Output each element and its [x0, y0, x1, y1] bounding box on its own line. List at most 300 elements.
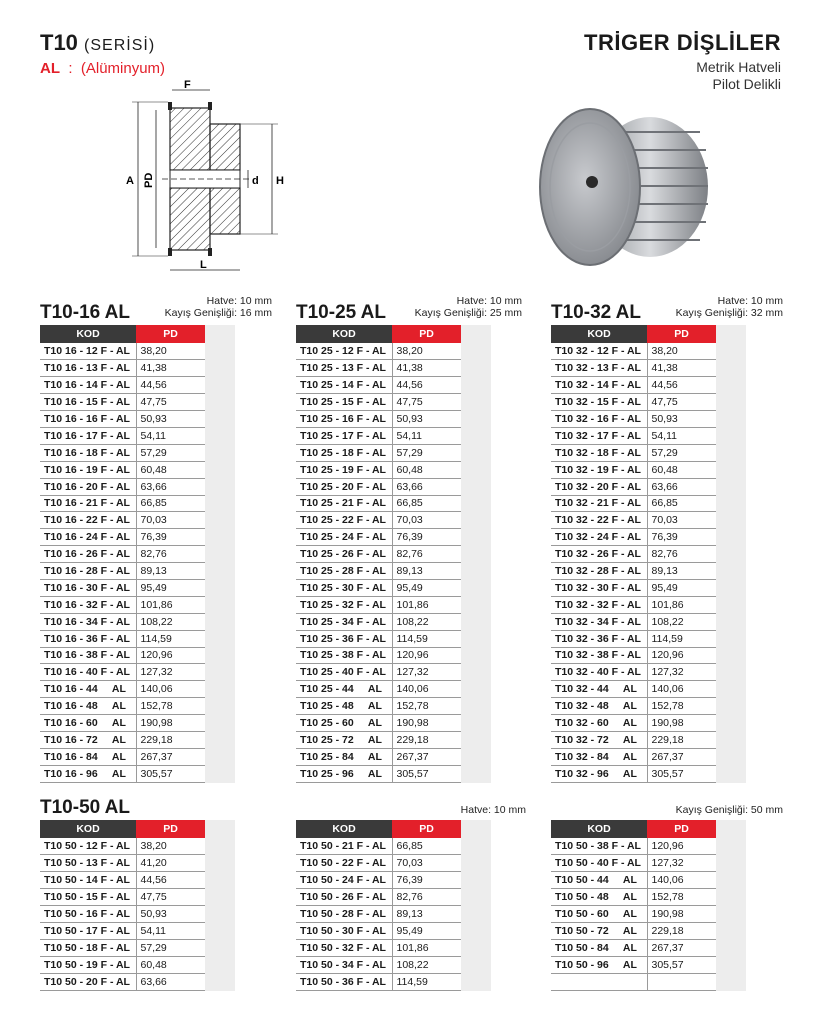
table-row — [40, 923, 205, 940]
cell-pd: 60,48 — [647, 461, 716, 478]
table-t10-50-col1 — [40, 820, 235, 991]
cell-pd: 108,22 — [392, 957, 461, 974]
cell-pd: 190,98 — [136, 715, 205, 732]
cell-pd: 50,93 — [136, 411, 205, 428]
table-row — [551, 478, 716, 495]
table-row — [40, 838, 205, 855]
table-row — [296, 698, 461, 715]
table-t10-32 — [551, 325, 746, 783]
table-row — [40, 512, 205, 529]
cell-pd: 95,49 — [392, 579, 461, 596]
table-row — [551, 563, 716, 580]
cell-pd: 120,96 — [136, 647, 205, 664]
table-row — [551, 546, 716, 563]
table-row — [551, 664, 716, 681]
cell-pd: 140,06 — [647, 681, 716, 698]
cell-pd: 44,56 — [392, 377, 461, 394]
pulley-table — [296, 820, 461, 991]
table-row — [40, 411, 205, 428]
cell-pd: 140,06 — [136, 681, 205, 698]
cell-kod: T10 16 - 19 F - AL — [40, 461, 136, 478]
table-row — [551, 529, 716, 546]
cell-pd: 127,32 — [392, 664, 461, 681]
cell-kod: T10 32 - 40 F - AL — [551, 664, 647, 681]
cell-pd: 95,49 — [392, 923, 461, 940]
material-line — [40, 60, 165, 77]
cell-pd: 82,76 — [392, 889, 461, 906]
cell-pd: 47,75 — [136, 394, 205, 411]
table-row — [40, 872, 205, 889]
cell-pd: 108,22 — [392, 613, 461, 630]
table-row — [296, 647, 461, 664]
table-row — [40, 681, 205, 698]
cell-kod: T10 16 - 14 F - AL — [40, 377, 136, 394]
column-header-kod: KOD — [40, 820, 136, 838]
cell-kod: T10 50 - 36 F - AL — [296, 974, 392, 991]
cell-pd: 152,78 — [136, 698, 205, 715]
spec-belt-width: Kayış Genişliği: 16 mm — [164, 307, 272, 319]
table-row — [551, 343, 716, 360]
cell-pd: 152,78 — [647, 889, 716, 906]
table-row — [551, 444, 716, 461]
cell-pd: 57,29 — [647, 444, 716, 461]
cell-pd: 41,38 — [136, 360, 205, 377]
table-row — [296, 360, 461, 377]
cell-kod: T10 16 - 48 AL — [40, 698, 136, 715]
column-header-kod: KOD — [296, 820, 392, 838]
pulley-table — [551, 325, 716, 783]
column-header-pd: PD — [647, 325, 716, 343]
cell-kod: T10 25 - 14 F - AL — [296, 377, 392, 394]
cell-pd: 152,78 — [647, 698, 716, 715]
cell-pd: 60,48 — [136, 461, 205, 478]
cell-pd: 108,22 — [136, 613, 205, 630]
cell-pd: 82,76 — [647, 546, 716, 563]
column-header-pd: PD — [392, 820, 461, 838]
spec-pitch: Hatve: 10 mm — [206, 295, 272, 307]
cell-pd: 63,66 — [392, 478, 461, 495]
dim-label-l: L — [200, 259, 207, 271]
table-row — [40, 748, 205, 765]
table-row — [40, 715, 205, 732]
dim-label-d: d — [252, 175, 259, 187]
cell-pd: 267,37 — [647, 940, 716, 957]
title-t10-16 — [40, 302, 130, 324]
cell-pd: 47,75 — [392, 394, 461, 411]
table-row — [296, 664, 461, 681]
cell-kod: T10 16 - 17 F - AL — [40, 427, 136, 444]
cell-kod: T10 50 - 28 F - AL — [296, 906, 392, 923]
cell-pd: 76,39 — [392, 872, 461, 889]
cell-kod: T10 25 - 48 AL — [296, 698, 392, 715]
cell-pd: 190,98 — [647, 715, 716, 732]
table-row — [40, 478, 205, 495]
column-header-pd: PD — [136, 820, 205, 838]
series-code: T10 — [40, 30, 78, 55]
dim-label-a: A — [126, 175, 134, 187]
table-row — [296, 546, 461, 563]
cell-pd: 229,18 — [647, 731, 716, 748]
table-row — [296, 596, 461, 613]
table-row — [40, 427, 205, 444]
table-row — [40, 377, 205, 394]
cell-pd: 101,86 — [136, 596, 205, 613]
cell-kod: T10 25 - 15 F - AL — [296, 394, 392, 411]
cell-pd: 229,18 — [392, 731, 461, 748]
cell-kod: T10 32 - 22 F - AL — [551, 512, 647, 529]
cell-kod: T10 16 - 22 F - AL — [40, 512, 136, 529]
table-row — [296, 495, 461, 512]
cell-pd — [647, 974, 716, 991]
title-t10-50 — [40, 797, 130, 819]
cell-kod: T10 50 - 24 F - AL — [296, 872, 392, 889]
cell-pd: 229,18 — [647, 923, 716, 940]
cell-kod: T10 32 - 34 F - AL — [551, 613, 647, 630]
cell-pd: 89,13 — [136, 563, 205, 580]
table-row — [40, 889, 205, 906]
cell-kod: T10 50 - 12 F - AL — [40, 838, 136, 855]
table-row — [296, 838, 461, 855]
table-row — [296, 579, 461, 596]
column-header-pd: PD — [392, 325, 461, 343]
dim-label-h: H — [276, 175, 284, 187]
table-row — [551, 411, 716, 428]
cell-kod: T10 50 - 72 AL — [551, 923, 647, 940]
cell-kod: T10 32 - 30 F - AL — [551, 579, 647, 596]
cell-kod: T10 32 - 38 F - AL — [551, 647, 647, 664]
table-row — [551, 957, 716, 974]
cell-pd: 63,66 — [136, 974, 205, 991]
cell-kod: T10 50 - 40 F - AL — [551, 855, 647, 872]
spec-t10-16 — [140, 295, 272, 319]
table-t10-50-col2 — [296, 820, 491, 991]
table-row — [296, 529, 461, 546]
cell-kod: T10 25 - 72 AL — [296, 731, 392, 748]
table-row — [296, 512, 461, 529]
cell-pd: 63,66 — [647, 478, 716, 495]
cell-pd: 66,85 — [392, 838, 461, 855]
cell-pd: 120,96 — [392, 647, 461, 664]
table-shade-strip — [716, 820, 746, 991]
table-row — [296, 613, 461, 630]
cell-kod: T10 32 - 21 F - AL — [551, 495, 647, 512]
column-header-kod: KOD — [551, 325, 647, 343]
cell-pd: 114,59 — [136, 630, 205, 647]
cell-kod: T10 25 - 34 F - AL — [296, 613, 392, 630]
pulley-table — [551, 820, 716, 991]
cell-pd: 44,56 — [136, 872, 205, 889]
table-row — [551, 974, 716, 991]
series-suffix: (SERİSİ) — [84, 37, 156, 54]
cell-pd: 305,57 — [392, 765, 461, 782]
cell-kod: T10 25 - 38 F - AL — [296, 647, 392, 664]
spec-t10-50-pitch: Hatve: 10 mm — [460, 804, 526, 816]
cell-pd: 44,56 — [647, 377, 716, 394]
cell-pd: 54,11 — [392, 427, 461, 444]
cell-kod: T10 16 - 60 AL — [40, 715, 136, 732]
cell-kod: T10 32 - 84 AL — [551, 748, 647, 765]
cell-pd: 95,49 — [136, 579, 205, 596]
table-row — [40, 647, 205, 664]
table-row — [296, 872, 461, 889]
cell-pd: 305,57 — [136, 765, 205, 782]
table-row — [40, 664, 205, 681]
table-shade-strip — [716, 325, 746, 783]
cell-kod: T10 50 - 18 F - AL — [40, 940, 136, 957]
cell-kod: T10 25 - 21 F - AL — [296, 495, 392, 512]
cell-pd: 120,96 — [647, 838, 716, 855]
cell-kod: T10 32 - 96 AL — [551, 765, 647, 782]
cell-pd: 66,85 — [647, 495, 716, 512]
column-header-kod: KOD — [296, 325, 392, 343]
cell-kod: T10 32 - 36 F - AL — [551, 630, 647, 647]
cell-pd: 127,32 — [136, 664, 205, 681]
table-row — [40, 579, 205, 596]
cell-kod: T10 50 - 20 F - AL — [40, 974, 136, 991]
cell-pd: 114,59 — [392, 974, 461, 991]
title-t10-25 — [296, 302, 386, 324]
cell-kod: T10 32 - 72 AL — [551, 731, 647, 748]
cross-section-diagram — [112, 78, 292, 278]
table-row — [551, 698, 716, 715]
table-title-code: T10-16 — [40, 302, 101, 323]
cell-kod — [551, 974, 647, 991]
table-row — [40, 630, 205, 647]
cell-kod: T10 25 - 24 F - AL — [296, 529, 392, 546]
material-separator: : — [68, 60, 73, 77]
table-row — [296, 411, 461, 428]
table-row — [40, 731, 205, 748]
cell-kod: T10 50 - 84 AL — [551, 940, 647, 957]
cell-pd: 54,11 — [136, 923, 205, 940]
cell-kod: T10 25 - 18 F - AL — [296, 444, 392, 461]
cell-kod: T10 16 - 32 F - AL — [40, 596, 136, 613]
cell-kod: T10 25 - 44 AL — [296, 681, 392, 698]
cell-kod: T10 50 - 16 F - AL — [40, 906, 136, 923]
cell-pd: 127,32 — [647, 664, 716, 681]
pulley-table — [40, 325, 205, 783]
cell-kod: T10 25 - 60 AL — [296, 715, 392, 732]
spec-t10-32 — [651, 295, 783, 319]
cell-kod: T10 25 - 32 F - AL — [296, 596, 392, 613]
cell-kod: T10 16 - 40 F - AL — [40, 664, 136, 681]
table-row — [296, 630, 461, 647]
table-row — [551, 923, 716, 940]
cell-pd: 101,86 — [392, 940, 461, 957]
table-row — [296, 715, 461, 732]
table-title-code: T10-32 — [551, 302, 612, 323]
material-code: AL — [40, 60, 60, 77]
table-row — [551, 940, 716, 957]
cell-pd: 108,22 — [647, 613, 716, 630]
table-row — [551, 579, 716, 596]
table-row — [296, 748, 461, 765]
table-row — [40, 563, 205, 580]
table-row — [551, 495, 716, 512]
cell-kod: T10 25 - 96 AL — [296, 765, 392, 782]
cell-kod: T10 32 - 44 AL — [551, 681, 647, 698]
spec-belt-width: Kayış Genişliği: 32 mm — [675, 307, 783, 319]
brand-subtitle-line2: Pilot Delikli — [712, 76, 781, 92]
cell-pd: 89,13 — [392, 906, 461, 923]
table-row — [551, 855, 716, 872]
cell-kod: T10 32 - 32 F - AL — [551, 596, 647, 613]
cell-pd: 114,59 — [392, 630, 461, 647]
table-row — [551, 748, 716, 765]
cell-kod: T10 50 - 38 F - AL — [551, 838, 647, 855]
table-row — [296, 923, 461, 940]
cell-pd: 70,03 — [647, 512, 716, 529]
cell-pd: 70,03 — [392, 855, 461, 872]
spec-belt-width: Kayış Genişliği: 25 mm — [414, 307, 522, 319]
cell-kod: T10 32 - 16 F - AL — [551, 411, 647, 428]
cell-kod: T10 16 - 34 F - AL — [40, 613, 136, 630]
table-row — [296, 478, 461, 495]
cell-pd: 82,76 — [136, 546, 205, 563]
material-name: (Alüminyum) — [80, 60, 166, 77]
table-row — [551, 360, 716, 377]
cell-kod: T10 50 - 21 F - AL — [296, 838, 392, 855]
cell-kod: T10 32 - 26 F - AL — [551, 546, 647, 563]
cell-kod: T10 50 - 15 F - AL — [40, 889, 136, 906]
table-row — [40, 940, 205, 957]
brand-title: TRİGER DİŞLİLER — [584, 30, 781, 55]
spec-pitch: Hatve: 10 mm — [717, 295, 783, 307]
cell-pd: 50,93 — [647, 411, 716, 428]
table-title-al: AL — [104, 302, 130, 323]
cell-kod: T10 32 - 14 F - AL — [551, 377, 647, 394]
cell-pd: 95,49 — [647, 579, 716, 596]
cell-pd: 305,57 — [647, 957, 716, 974]
table-row — [40, 461, 205, 478]
cell-kod: T10 16 - 21 F - AL — [40, 495, 136, 512]
cell-kod: T10 25 - 16 F - AL — [296, 411, 392, 428]
table-row — [296, 906, 461, 923]
table-row — [296, 427, 461, 444]
table-row — [296, 394, 461, 411]
table-row — [551, 427, 716, 444]
cell-pd: 44,56 — [136, 377, 205, 394]
cell-pd: 76,39 — [136, 529, 205, 546]
cell-kod: T10 32 - 48 AL — [551, 698, 647, 715]
cell-kod: T10 16 - 38 F - AL — [40, 647, 136, 664]
title-t10-32 — [551, 302, 641, 324]
pulley-table — [40, 820, 205, 991]
cell-pd: 190,98 — [392, 715, 461, 732]
cell-pd: 140,06 — [647, 872, 716, 889]
column-header-pd: PD — [136, 325, 205, 343]
cell-pd: 76,39 — [647, 529, 716, 546]
cell-pd: 66,85 — [136, 495, 205, 512]
cell-pd: 57,29 — [136, 940, 205, 957]
cell-pd: 50,93 — [136, 906, 205, 923]
table-row — [40, 613, 205, 630]
table-shade-strip — [205, 820, 235, 991]
cell-pd: 101,86 — [647, 596, 716, 613]
table-row — [551, 731, 716, 748]
table-row — [551, 681, 716, 698]
cell-kod: T10 25 - 84 AL — [296, 748, 392, 765]
table-row — [40, 596, 205, 613]
cell-pd: 38,20 — [392, 343, 461, 360]
table-row — [40, 855, 205, 872]
table-row — [296, 377, 461, 394]
table-row — [551, 596, 716, 613]
column-header-kod: KOD — [40, 325, 136, 343]
cell-pd: 114,59 — [647, 630, 716, 647]
cell-kod: T10 32 - 60 AL — [551, 715, 647, 732]
table-title-al: AL — [104, 797, 130, 818]
cell-kod: T10 50 - 14 F - AL — [40, 872, 136, 889]
cell-kod: T10 50 - 22 F - AL — [296, 855, 392, 872]
cell-pd: 57,29 — [136, 444, 205, 461]
cell-kod: T10 16 - 16 F - AL — [40, 411, 136, 428]
cell-kod: T10 16 - 72 AL — [40, 731, 136, 748]
table-row — [296, 731, 461, 748]
cell-kod: T10 16 - 15 F - AL — [40, 394, 136, 411]
cell-kod: T10 25 - 20 F - AL — [296, 478, 392, 495]
table-t10-16 — [40, 325, 235, 783]
cell-pd: 50,93 — [392, 411, 461, 428]
cell-kod: T10 32 - 13 F - AL — [551, 360, 647, 377]
cell-kod: T10 16 - 18 F - AL — [40, 444, 136, 461]
table-row — [296, 940, 461, 957]
table-row — [551, 613, 716, 630]
table-row — [40, 394, 205, 411]
cell-kod: T10 16 - 12 F - AL — [40, 343, 136, 360]
table-title-code: T10-50 — [40, 797, 101, 818]
table-row — [296, 681, 461, 698]
table-title-al: AL — [615, 302, 641, 323]
cell-kod: T10 25 - 17 F - AL — [296, 427, 392, 444]
cell-pd: 38,20 — [647, 343, 716, 360]
table-row — [40, 546, 205, 563]
cell-pd: 76,39 — [392, 529, 461, 546]
cell-pd: 41,38 — [647, 360, 716, 377]
dim-label-f: F — [184, 79, 191, 91]
cell-pd: 120,96 — [647, 647, 716, 664]
cell-kod: T10 16 - 24 F - AL — [40, 529, 136, 546]
column-header-kod: KOD — [551, 820, 647, 838]
table-row — [40, 957, 205, 974]
cell-kod: T10 32 - 20 F - AL — [551, 478, 647, 495]
cell-pd: 152,78 — [392, 698, 461, 715]
brand-subtitle-line1: Metrik Hatveli — [696, 59, 781, 75]
cell-kod: T10 25 - 26 F - AL — [296, 546, 392, 563]
cell-kod: T10 32 - 12 F - AL — [551, 343, 647, 360]
table-row — [296, 974, 461, 991]
cell-kod: T10 25 - 12 F - AL — [296, 343, 392, 360]
table-row — [551, 838, 716, 855]
cell-pd: 38,20 — [136, 343, 205, 360]
table-row — [40, 974, 205, 991]
cell-pd: 47,75 — [647, 394, 716, 411]
cell-pd: 41,38 — [392, 360, 461, 377]
table-row — [296, 765, 461, 782]
table-row — [551, 906, 716, 923]
cell-pd: 101,86 — [392, 596, 461, 613]
cell-pd: 190,98 — [647, 906, 716, 923]
cell-pd: 47,75 — [136, 889, 205, 906]
cell-pd: 63,66 — [136, 478, 205, 495]
pulley-table — [296, 325, 461, 783]
cell-kod: T10 16 - 30 F - AL — [40, 579, 136, 596]
table-title-code: T10-25 — [296, 302, 357, 323]
table-row — [296, 461, 461, 478]
cell-kod: T10 25 - 19 F - AL — [296, 461, 392, 478]
cell-pd: 89,13 — [647, 563, 716, 580]
table-row — [40, 444, 205, 461]
